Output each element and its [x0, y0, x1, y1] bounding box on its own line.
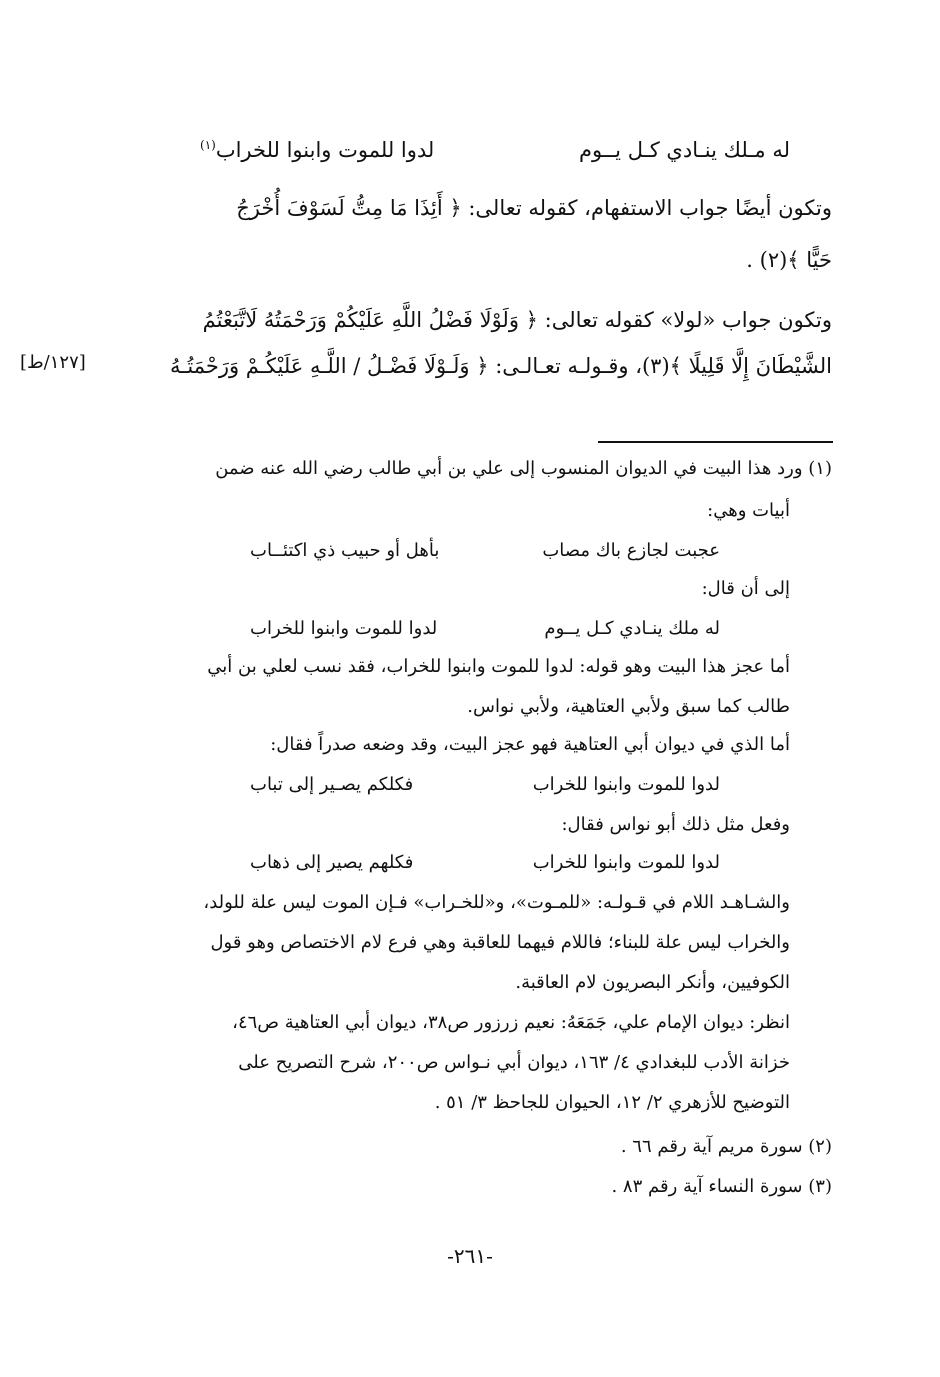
paragraph-text: حَيًّا ﴾(٢) .: [746, 248, 832, 272]
footnote-line: [270, 734, 790, 755]
footnote-text: أبيات وهي:: [707, 500, 790, 521]
footnote-line: [702, 578, 790, 599]
footnote-line: [215, 458, 832, 479]
footnote-line: [561, 814, 790, 835]
verse-second-hemistich: فكلكم يصـير إلى تباب: [250, 774, 414, 795]
paragraph-text: وتكون جواب «لولا» كقوله تعالى: ﴿ وَلَوْلَا فَضْلُ اللَّهِ عَلَيْكُمْ وَرَحْمَتُهُ لَاتَّبَعْتُمُ: [202, 308, 832, 332]
footnote-text: أما الذي في ديوان أبي العتاهية فهو عجز البيت، وقد وضعه صدراً فقال:: [270, 734, 790, 755]
footnote-text: انظر: ديوان الإمام علي، جَمَعَهُ: نعيم زرزور ص٣٨، ديوان أبي العتاهية ص٤٦،: [232, 1012, 790, 1033]
footnote-line: [203, 892, 790, 913]
verse-first-hemistich: لدوا للموت وابنوا للخراب: [532, 852, 720, 873]
footnote-line: [611, 1176, 832, 1197]
paragraph-line: [170, 354, 832, 378]
footnote-number: (٢): [808, 1136, 832, 1157]
verse-second-hemistich-text: لدوا للموت وابنوا للخراب: [215, 138, 435, 162]
footnote-text: الكوفيين، وأنكر البصريون لام العاقبة.: [515, 972, 790, 993]
footnote-text: سورة النساء آية رقم ٨٣ .: [611, 1176, 803, 1197]
footnote-verse: [250, 540, 720, 568]
footnote-text: وفعل مثل ذلك أبو نواس فقال:: [561, 814, 790, 835]
footnote-marker: (١): [200, 138, 216, 152]
footnote-text: والشـاهـد اللام في قـولـه: «للمـوت»، و«للخـراب» فـإن الموت ليس علة للولد،: [203, 892, 790, 913]
footnote-text: ورد هذا البيت في الديوان المنسوب إلى علي بن أبي طالب رضي الله عنه ضمن: [215, 458, 803, 479]
footnote-number: (٣): [808, 1176, 832, 1197]
footnote-verse: [250, 618, 720, 646]
paragraph-text: وتكون أيضًا جواب الاستفهام، كقوله تعالى: ﴿ أَئِذَا مَا مِتُّ لَسَوْفَ أُخْرَجُ: [236, 196, 832, 220]
footnote-line: [207, 656, 790, 677]
verse-first-hemistich: عجبت لجازع باك مصاب: [542, 540, 720, 561]
footnote-text: طالب كما سبق ولأبي العتاهية، ولأبي نواس.: [467, 696, 790, 717]
footnote-line: [515, 972, 790, 993]
footnote-verse: [250, 774, 720, 802]
footnote-text: والخراب ليس علة للبناء؛ فاللام فيهما للعاقبة وهي فرع لام الاختصاص وهو قول: [210, 932, 790, 953]
footnote-line: [621, 1136, 832, 1157]
footnote-line: [238, 1052, 790, 1073]
footnote-number: (١): [808, 458, 832, 479]
footnote-line: [707, 500, 790, 521]
verse-first-hemistich: له ملك ينـادي كـل يــوم: [544, 618, 720, 639]
paragraph-line: [236, 196, 832, 220]
footnote-line: [232, 1012, 790, 1033]
verse-second-hemistich: فكلهم يصير إلى ذهاب: [250, 852, 414, 873]
verse-second-hemistich: بأهل أو حبيب ذي اكتئــاب: [250, 540, 440, 561]
paragraph-text: الشَّيْطَانَ إِلَّا قَلِيلًا ﴾(٣)، وقـولـه تعـالـى: ﴿ وَلَـوْلَا فَضْـلُ / اللَّـهِ عَلَيْكُـمْ وَرَحْمَتُـهُ: [169, 354, 832, 378]
footnote-text: خزانة الأدب للبغدادي ٤/ ١٦٣، ديوان أبي نـواس ص٢٠٠، شرح التصريح على: [238, 1052, 790, 1073]
verse-first-hemistich: [579, 138, 790, 162]
footnote-text: أما عجز هذا البيت وهو قوله: لدوا للموت وابنوا للخراب، فقد نسب لعلي بن أبي: [207, 656, 790, 677]
poem-verse: [180, 138, 790, 172]
page-number: -٢٦١-: [447, 1244, 493, 1268]
footnote-line: [467, 696, 790, 717]
manuscript-folio-reference: [١٢٧/ط]: [20, 352, 86, 373]
footnote-verse: [250, 852, 720, 880]
footnote-line: [210, 932, 790, 953]
footnote-text: إلى أن قال:: [701, 578, 790, 599]
verse-second-hemistich: لدوا للموت وابنوا للخراب: [250, 618, 438, 639]
verse-first-hemistich: لدوا للموت وابنوا للخراب: [532, 774, 720, 795]
footnote-text: التوضيح للأزهري ٢/ ١٢، الحيوان للجاحظ ٣/ ٥١ .: [434, 1092, 790, 1113]
verse-second-hemistich: [200, 138, 434, 162]
verse-first-hemistich-text: له مـلك ينـادي كـل يــوم: [579, 138, 790, 162]
paragraph-line: [203, 308, 832, 332]
paragraph-line: [746, 248, 832, 272]
footnote-separator: [598, 441, 833, 443]
footnote-text: سورة مريم آية رقم ٦٦ .: [620, 1136, 803, 1157]
footnote-line: [435, 1092, 790, 1113]
